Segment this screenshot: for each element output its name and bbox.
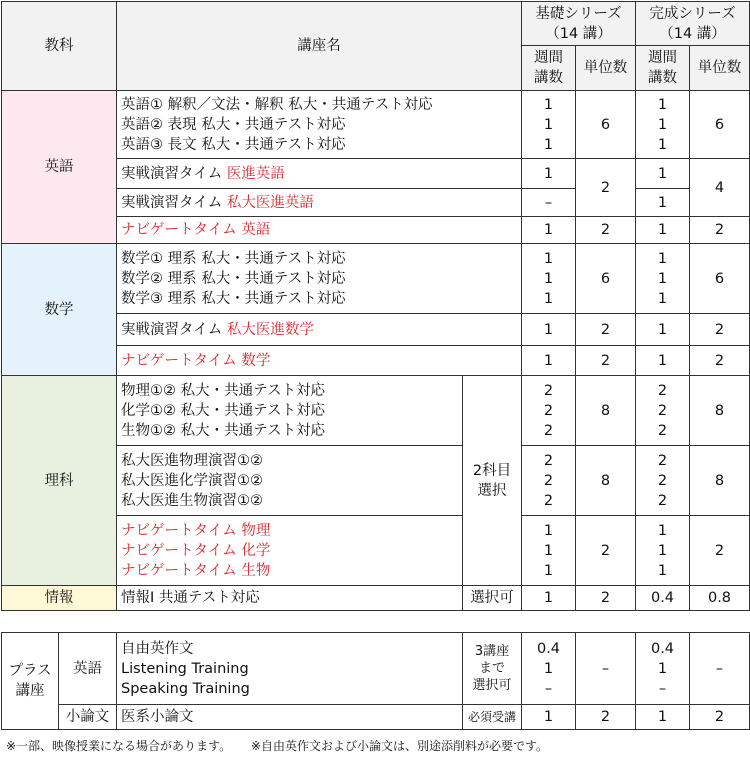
math-navigate-basic-weekly: 1 <box>522 346 576 376</box>
english-practice-basic-credits: 2 <box>576 159 636 217</box>
plus-essay-basic-weekly: 1 <box>522 705 576 730</box>
lessons-label: 講数 <box>648 70 677 86</box>
value: 1 <box>657 136 668 153</box>
science-main-complete-weekly <box>636 376 690 446</box>
info-note: 選択可 <box>463 586 522 611</box>
plus-english-basic-weekly <box>522 633 576 705</box>
value: – <box>658 680 667 697</box>
value: 0.4 <box>650 640 675 657</box>
info-course: 情報Ⅰ 共通テスト対応 <box>117 586 463 611</box>
plus-essay-note: 必須受講 <box>463 705 522 730</box>
plus-subject-english: 英語 <box>59 633 117 705</box>
value: 2 <box>543 492 554 509</box>
value: 1 <box>657 290 668 307</box>
plus-label-line: プラス <box>8 663 52 679</box>
math-courses-main <box>117 244 522 314</box>
value: 1 <box>543 116 554 133</box>
value: 2 <box>543 422 554 439</box>
science-courses-navigate <box>117 516 463 586</box>
english-navigate-complete-credits: 2 <box>690 217 750 244</box>
english-navigate-complete-weekly: 1 <box>636 217 690 244</box>
subject-english: 英語 <box>2 91 117 244</box>
header-complete-series <box>636 2 750 46</box>
math-main-basic-weekly <box>522 244 576 314</box>
plus-subject-essay: 小論文 <box>59 705 117 730</box>
plus-essay-complete-weekly: 1 <box>636 705 690 730</box>
plus-table <box>1 632 750 730</box>
course-line: 英語③ 長文 私大・共通テスト対応 <box>121 136 346 153</box>
info-basic-weekly: 1 <box>522 586 576 611</box>
value: 1 <box>543 290 554 307</box>
course-line: ナビゲートタイム 生物 <box>121 562 271 579</box>
science-practice-complete-weekly <box>636 446 690 516</box>
value: 2 <box>657 492 668 509</box>
value: 1 <box>657 660 668 677</box>
math-practice-complete-weekly: 1 <box>636 314 690 346</box>
basic-series-count: （14 講） <box>545 25 612 42</box>
course-prefix: 実戦演習タイム <box>121 165 227 182</box>
subject-science: 理科 <box>2 376 117 586</box>
value: 1 <box>543 562 554 579</box>
header-basic-credits: 単位数 <box>576 46 636 91</box>
course-line: 英語② 表現 私大・共通テスト対応 <box>121 116 346 133</box>
science-select-note <box>463 376 522 586</box>
english-main-basic-weekly <box>522 91 576 159</box>
plus-english-basic-credits: – <box>576 633 636 705</box>
course-line: 私大医進物理演習①② <box>121 452 263 469</box>
value: 1 <box>543 660 554 677</box>
course-line: 私大医進生物演習①② <box>121 492 263 509</box>
course-line: 数学① 理系 私大・共通テスト対応 <box>121 250 346 267</box>
info-complete-credits: 0.8 <box>690 586 750 611</box>
complete-series-count: （14 講） <box>659 25 726 42</box>
header-complete-weekly <box>636 46 690 91</box>
science-main-basic-credits: 8 <box>576 376 636 446</box>
note-line: まで <box>478 661 505 676</box>
math-practice-complete-credits: 2 <box>690 314 750 346</box>
footnote: ※自由英作文および小論文は、別途添削料が必要です。 <box>250 739 549 753</box>
plus-essay-complete-credits: 2 <box>690 705 750 730</box>
course-line: 化学①② 私大・共通テスト対応 <box>121 402 326 419</box>
note-line: 3講座 <box>474 644 510 659</box>
english-practice-row2 <box>117 189 522 217</box>
footnote: ※一部、映像授業になる場合があります。 <box>6 739 232 753</box>
course-line: 数学② 理系 私大・共通テスト対応 <box>121 270 346 287</box>
english-courses-main <box>117 91 522 159</box>
science-navigate-complete-credits: 2 <box>690 516 750 586</box>
course-line: 英語① 解釈／文法・解釈 私大・共通テスト対応 <box>121 96 433 113</box>
plus-english-complete-credits: – <box>690 633 750 705</box>
math-main-complete-credits: 6 <box>690 244 750 314</box>
plus-essay-basic-credits: 2 <box>576 705 636 730</box>
value: 2 <box>657 402 668 419</box>
course-line: 自由英作文 <box>121 640 194 657</box>
weekly-label: 週間 <box>534 50 563 66</box>
science-main-basic-weekly <box>522 376 576 446</box>
math-navigate-complete-weekly: 1 <box>636 346 690 376</box>
science-practice-basic-weekly <box>522 446 576 516</box>
value: 1 <box>657 116 668 133</box>
english-main-complete-credits: 6 <box>690 91 750 159</box>
plus-label <box>2 633 59 730</box>
course-line: Listening Training <box>121 660 249 677</box>
subject-info: 情報 <box>2 586 117 611</box>
english-main-complete-weekly <box>636 91 690 159</box>
value: 2 <box>657 452 668 469</box>
course-prefix: 実戦演習タイム <box>121 321 227 338</box>
info-basic-credits: 2 <box>576 586 636 611</box>
basic-series-title: 基礎シリーズ <box>535 5 622 22</box>
course-highlight: 医進英語 <box>226 165 285 182</box>
plus-english-note <box>463 633 522 705</box>
course-line: 生物①② 私大・共通テスト対応 <box>121 422 326 439</box>
english-practice-row2-complete-weekly: 1 <box>636 189 690 217</box>
math-main-complete-weekly <box>636 244 690 314</box>
header-subject: 教科 <box>2 2 117 91</box>
english-practice-row1-basic-weekly: 1 <box>522 159 576 189</box>
value: 1 <box>543 270 554 287</box>
value: 1 <box>543 136 554 153</box>
select-line: 選択 <box>477 482 507 499</box>
plus-label-line: 講座 <box>15 683 45 699</box>
note-line: 選択可 <box>472 678 512 693</box>
english-navigate: ナビゲートタイム 英語 <box>117 217 522 244</box>
math-practice-basic-credits: 2 <box>576 314 636 346</box>
value: 1 <box>543 250 554 267</box>
value: 2 <box>543 382 554 399</box>
value: 1 <box>657 542 668 559</box>
plus-english-courses <box>117 633 463 705</box>
english-practice-row1 <box>117 159 522 189</box>
header-course-name: 講座名 <box>117 2 522 91</box>
science-main-complete-credits: 8 <box>690 376 750 446</box>
plus-english-complete-weekly <box>636 633 690 705</box>
course-highlight: 私大医進数学 <box>226 321 314 338</box>
value: 1 <box>657 522 668 539</box>
science-courses-main <box>117 376 463 446</box>
header-basic-weekly <box>522 46 576 91</box>
math-practice <box>117 314 522 346</box>
english-practice-row2-basic-weekly: – <box>522 189 576 217</box>
value: 1 <box>657 270 668 287</box>
course-line: Speaking Training <box>121 680 250 697</box>
value: 2 <box>543 452 554 469</box>
science-practice-basic-credits: 8 <box>576 446 636 516</box>
info-complete-weekly: 0.4 <box>636 586 690 611</box>
value: 2 <box>543 402 554 419</box>
value: 2 <box>657 472 668 489</box>
science-navigate-complete-weekly <box>636 516 690 586</box>
english-practice-row1-complete-weekly: 1 <box>636 159 690 189</box>
science-navigate-basic-credits: 2 <box>576 516 636 586</box>
value: 2 <box>543 472 554 489</box>
science-practice-complete-credits: 8 <box>690 446 750 516</box>
header-complete-credits: 単位数 <box>690 46 750 91</box>
english-main-basic-credits: 6 <box>576 91 636 159</box>
course-line: 数学③ 理系 私大・共通テスト対応 <box>121 290 346 307</box>
value: 0.4 <box>536 640 561 657</box>
english-practice-complete-credits: 4 <box>690 159 750 217</box>
course-line: 物理①② 私大・共通テスト対応 <box>121 382 326 399</box>
value: 2 <box>657 422 668 439</box>
select-line: 2科目 <box>472 462 512 479</box>
math-navigate-complete-credits: 2 <box>690 346 750 376</box>
value: 1 <box>543 542 554 559</box>
value: 1 <box>657 96 668 113</box>
math-main-basic-credits: 6 <box>576 244 636 314</box>
english-navigate-basic-weekly: 1 <box>522 217 576 244</box>
plus-essay-course: 医系小論文 <box>117 705 463 730</box>
course-table <box>1 1 750 611</box>
value: 1 <box>657 250 668 267</box>
english-navigate-basic-credits: 2 <box>576 217 636 244</box>
math-navigate: ナビゲートタイム 数学 <box>117 346 522 376</box>
science-courses-practice <box>117 446 463 516</box>
complete-series-title: 完成シリーズ <box>649 5 736 22</box>
math-navigate-basic-credits: 2 <box>576 346 636 376</box>
course-line: ナビゲートタイム 物理 <box>121 522 271 539</box>
course-prefix: 実戦演習タイム <box>121 194 227 211</box>
course-line: ナビゲートタイム 化学 <box>121 542 271 559</box>
header-basic-series <box>522 2 636 46</box>
subject-math: 数学 <box>2 244 117 376</box>
value: 1 <box>657 562 668 579</box>
course-highlight: 私大医進英語 <box>226 194 314 211</box>
lessons-label: 講数 <box>534 70 563 86</box>
math-practice-basic-weekly: 1 <box>522 314 576 346</box>
value: – <box>544 680 553 697</box>
weekly-label: 週間 <box>648 50 677 66</box>
science-navigate-basic-weekly <box>522 516 576 586</box>
footnotes <box>6 737 564 754</box>
value: 1 <box>543 522 554 539</box>
course-line: 私大医進化学演習①② <box>121 472 263 489</box>
value: 2 <box>657 382 668 399</box>
value: 1 <box>543 96 554 113</box>
